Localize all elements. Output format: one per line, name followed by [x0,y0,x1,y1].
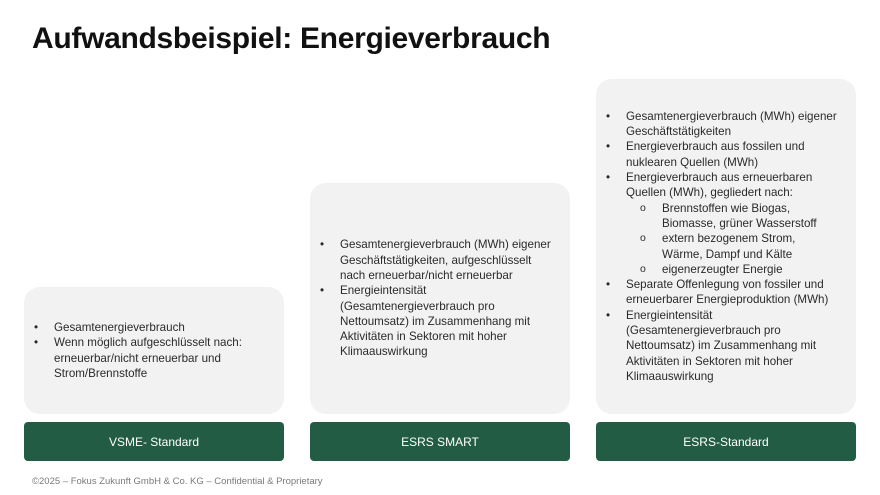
list-item: • Energieverbrauch aus erneuerbaren Quellen (MWh), gegliedert nach: [626,170,838,201]
requirements-card-esrs-standard [596,79,856,414]
vsme-standard-label[interactable]: VSME- Standard [24,422,284,461]
esrs-standard-label[interactable]: ESRS-Standard [596,422,856,461]
list-item: • Separate Offenlegung von fossiler und erneuerbarer Energieproduktion (MWh) [626,277,838,308]
list-item: • Gesamtenergieverbrauch [54,320,266,335]
requirements-card-esrs-smart [310,183,570,414]
footer-copyright: ©2025 – Fokus Zukunft GmbH & Co. KG – Confidential & Proprietary [32,476,323,487]
list-item: • Gesamtenergieverbrauch (MWh) eigener Geschäftstätigkeiten [626,109,838,140]
sub-list-item: o extern bezogenem Strom, Wärme, Dampf und Kälte [626,231,838,262]
requirements-list [310,237,570,359]
requirements-list [596,109,856,384]
requirements-card-vsme [24,287,284,414]
sub-list-item: o eigenerzeugter Energie [626,262,838,277]
list-item: • Energieverbrauch aus fossilen und nuklearen Quellen (MWh) [626,139,838,170]
list-item: • Energieintensität (Gesamtenergieverbrauch pro Nettoumsatz) im Zusammenhang mit Aktivitäten in Sektoren mit hoher Klimaauswirkung [626,308,838,384]
list-item: • Energieintensität (Gesamtenergieverbrauch pro Nettoumsatz) im Zusammenhang mit Aktivitäten in Sektoren mit hoher Klimaauswirkung [340,283,552,359]
page-title: Aufwandsbeispiel: Energieverbrauch [32,22,551,55]
esrs-smart-label[interactable]: ESRS SMART [310,422,570,461]
list-item: • Wenn möglich aufgeschlüsselt nach: erneuerbar/nicht erneuerbar und Strom/Brennstoffe [54,335,266,381]
sub-list-item: o Brennstoffen wie Biogas, Biomasse, grüner Wasserstoff [626,201,838,232]
list-item: • Gesamtenergieverbrauch (MWh) eigener Geschäftstätigkeiten, aufgeschlüsselt nach erneuerbar/nicht erneuerbar [340,237,552,283]
requirements-list [24,320,284,381]
